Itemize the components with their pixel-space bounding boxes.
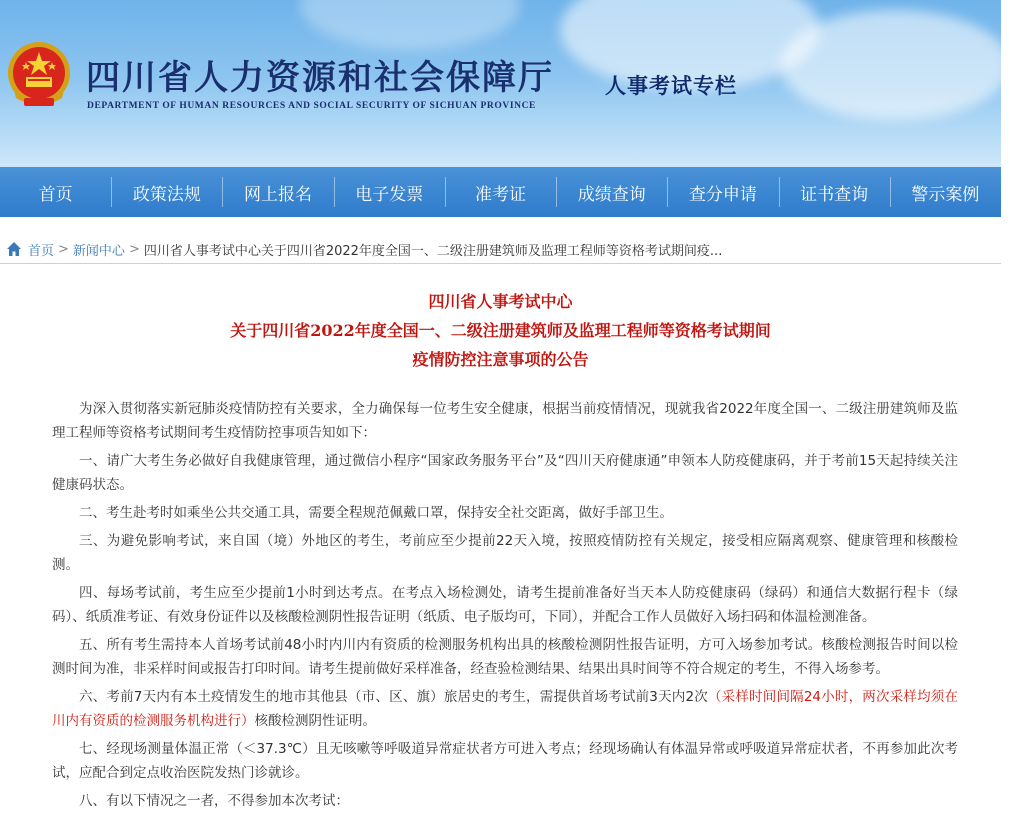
nav-item-certificate-query[interactable]: 证书查询 <box>779 167 890 217</box>
article-paragraph-1: 一、请广大考生务必做好自我健康管理，通过微信小程序“国家政务服务平台”及“四川天府健康通”申领本人防疫健康码，并于考前15天起持续关注健康码状态。 <box>52 453 958 493</box>
nav-item-home[interactable]: 首页 <box>38 184 73 205</box>
nav-item-online-registration[interactable]: 网上报名 <box>222 167 333 217</box>
breadcrumb-current: 四川省人事考试中心关于四川省2022年度全国一、二级注册建筑师及监理工程师等资格考试期间疫... <box>143 243 723 259</box>
site-title: 四川省人力资源和社会保障厅 <box>86 58 554 98</box>
home-icon <box>6 241 22 257</box>
article-paragraph-6-text-a: 六、考前7天内有本土疫情发生的地市其他县（市、区、旗）旅居史的考生，需提供首场考试前3天内2次 <box>79 689 708 705</box>
site-header <box>0 0 1001 167</box>
article-title <box>0 287 1001 374</box>
nav-item-score-review[interactable]: 查分申请 <box>667 167 778 217</box>
breadcrumb <box>0 236 1001 262</box>
nav-item-policy[interactable]: 政策法规 <box>111 167 222 217</box>
article-body <box>52 397 958 817</box>
breadcrumb-news-link[interactable]: 新闻中心 <box>72 243 125 259</box>
article-paragraph-6-highlight: （采样时间间隔24小时，两次采样均须在川内有资质的检测服务机构进行） <box>52 689 958 729</box>
article-paragraph-4: 四、每场考试前，考生应至少提前1小时到达考点。在考点入场检测处，请考生提前准备好当天本人防疫健康码（绿码）和通信大数据行程卡（绿码）、纸质准考证、有效身份证件以及核酸检测阴性报告证明（纸质、电子版均可，下同），并配合工作人员做好入场扫码和体温检测准备。 <box>52 585 958 625</box>
nav-item-admission-ticket[interactable]: 准考证 <box>445 167 556 217</box>
article-paragraph-2: 二、考生赴考时如乘坐公共交通工具，需要全程规范佩戴口罩，保持安全社交距离，做好手部卫生。 <box>79 505 673 521</box>
breadcrumb-home-link[interactable]: 首页 <box>28 243 55 259</box>
article-paragraph-5: 五、所有考生需持本人首场考试前48小时内川内有资质的检测服务机构出具的核酸检测阴性报告证明，方可入场参加考试。核酸检测报告时间以检测时间为准，非采样时间或报告打印时间。请考生提前做好采样准备，经查验检测结果、结果出具时间等不符合规定的考生，不得入场参考。 <box>52 637 958 677</box>
nav-item-score-query[interactable]: 成绩查询 <box>556 167 667 217</box>
national-emblem-icon[interactable] <box>6 40 72 112</box>
main-nav <box>0 167 1001 217</box>
site-subtitle: DEPARTMENT OF HUMAN RESOURCES AND SOCIAL SECURITY OF SICHUAN PROVINCE <box>87 101 536 111</box>
article-paragraph-3: 三、为避免影响考试，来自国（境）外地区的考生，考前应至少提前22天入境，按照疫情防控有关规定，接受相应隔离观察、健康管理和核酸检测。 <box>52 533 958 573</box>
article-title-line-1: 四川省人事考试中心 <box>428 292 573 311</box>
header-cloud <box>300 0 520 50</box>
article-title-line-2: 关于四川省2022年度全国一、二级注册建筑师及监理工程师等资格考试期间 <box>230 321 771 340</box>
breadcrumb-separator: > <box>128 241 140 257</box>
header-cloud <box>780 10 1010 120</box>
nav-item-warning-cases[interactable]: 警示案例 <box>890 167 1001 217</box>
article-paragraph-7: 七、经现场测量体温正常（＜37.3℃）且无咳嗽等呼吸道异常症状者方可进入考点；经现场确认有体温异常或呼吸道异常症状者，不再参加此次考试，应配合到定点收治医院发热门诊就诊。 <box>52 741 958 781</box>
article-paragraph-8: 八、有以下情况之一者，不得参加本次考试： <box>79 793 349 809</box>
column-name: 人事考试专栏 <box>605 73 737 98</box>
article-title-line-3: 疫情防控注意事项的公告 <box>412 350 589 369</box>
article-paragraph-6 <box>52 685 958 733</box>
nav-item-e-invoice[interactable]: 电子发票 <box>334 167 445 217</box>
breadcrumb-separator: > <box>58 241 69 257</box>
breadcrumb-divider <box>0 263 1001 264</box>
article-intro: 为深入贯彻落实新冠肺炎疫情防控有关要求，全力确保每一位考生安全健康，根据当前疫情情况，现就我省2022年度全国一、二级注册建筑师及监理工程师等资格考试期间考生疫情防控事项告知如下： <box>52 401 958 441</box>
article-paragraph-6-text-b: 核酸检测阴性证明。 <box>254 713 376 729</box>
